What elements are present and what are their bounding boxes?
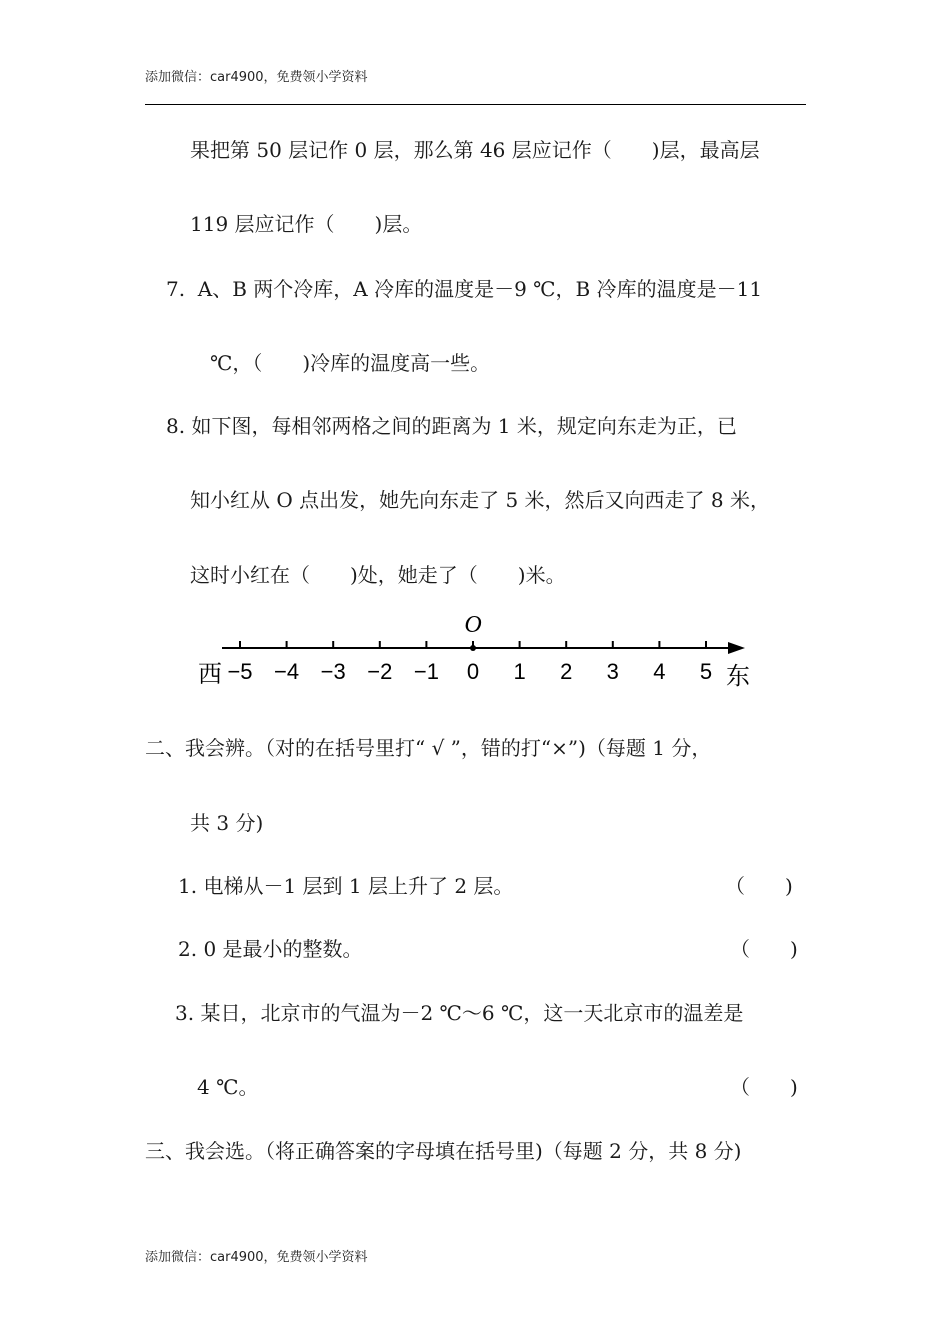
- tick-label: 2: [560, 659, 573, 684]
- tick-label: −3: [320, 659, 346, 684]
- tick-label: −2: [367, 659, 393, 684]
- section2-title: 二、我会辨。（对的在括号里打“ √ ”，错的打“×”)（每题 1 分，: [145, 736, 712, 760]
- s2-item3-bracket: （ ): [730, 1075, 798, 1099]
- tick-label: 4: [653, 659, 666, 684]
- q6-line1: 果把第 50 层记作 0 层，那么第 46 层应记作（ )层，最高层: [190, 138, 760, 162]
- tick-label: −5: [227, 659, 253, 684]
- s2-item1-bracket: （ ): [725, 874, 793, 898]
- q6-line2: 119 层应记作（ )层。: [190, 212, 423, 236]
- tick-label: −1: [413, 659, 439, 684]
- header-divider: [145, 104, 806, 105]
- tick-label: 5: [699, 659, 713, 684]
- q7-line1: 7. A、B 两个冷库，A 冷库的温度是－9 ℃，B 冷库的温度是－11: [166, 277, 763, 301]
- s2-item1-text: 1. 电梯从－1 层到 1 层上升了 2 层。: [178, 874, 514, 898]
- origin-label: O: [464, 612, 482, 638]
- number-line-figure: [190, 605, 770, 695]
- page-footer: 添加微信：car4900，免费领小学资料: [145, 1250, 368, 1265]
- q8-line1: 8. 如下图，每相邻两格之间的距离为 1 米，规定向东走为正，已: [166, 414, 737, 438]
- west-label: 西: [198, 660, 222, 688]
- section3-title: 三、我会选。（将正确答案的字母填在括号里)（每题 2 分，共 8 分): [145, 1139, 742, 1163]
- s2-item2-bracket: （ ): [730, 937, 798, 961]
- page-header: 添加微信：car4900，免费领小学资料: [145, 70, 368, 85]
- tick-label: 0: [466, 659, 480, 684]
- s2-item3-text-cont: 4 ℃。: [197, 1075, 259, 1099]
- tick-label: 3: [606, 659, 619, 684]
- q8-line2: 知小红从 O 点出发，她先向东走了 5 米，然后又向西走了 8 米，: [190, 488, 770, 512]
- s2-item3-text: 3. 某日，北京市的气温为－2 ℃～6 ℃，这一天北京市的温差是: [175, 1001, 744, 1025]
- tick-label: −4: [274, 659, 300, 684]
- q7-line2: ℃，（ )冷库的温度高一些。: [210, 351, 491, 375]
- q8-line3: 这时小红在（ )处，她走了（ )米。: [190, 563, 566, 587]
- east-label: 东: [726, 662, 750, 690]
- section2-title-cont: 共 3 分): [190, 811, 264, 835]
- s2-item2-text: 2. 0 是最小的整数。: [178, 937, 363, 961]
- tick-label: 1: [513, 659, 526, 684]
- axis-arrow: [728, 642, 745, 654]
